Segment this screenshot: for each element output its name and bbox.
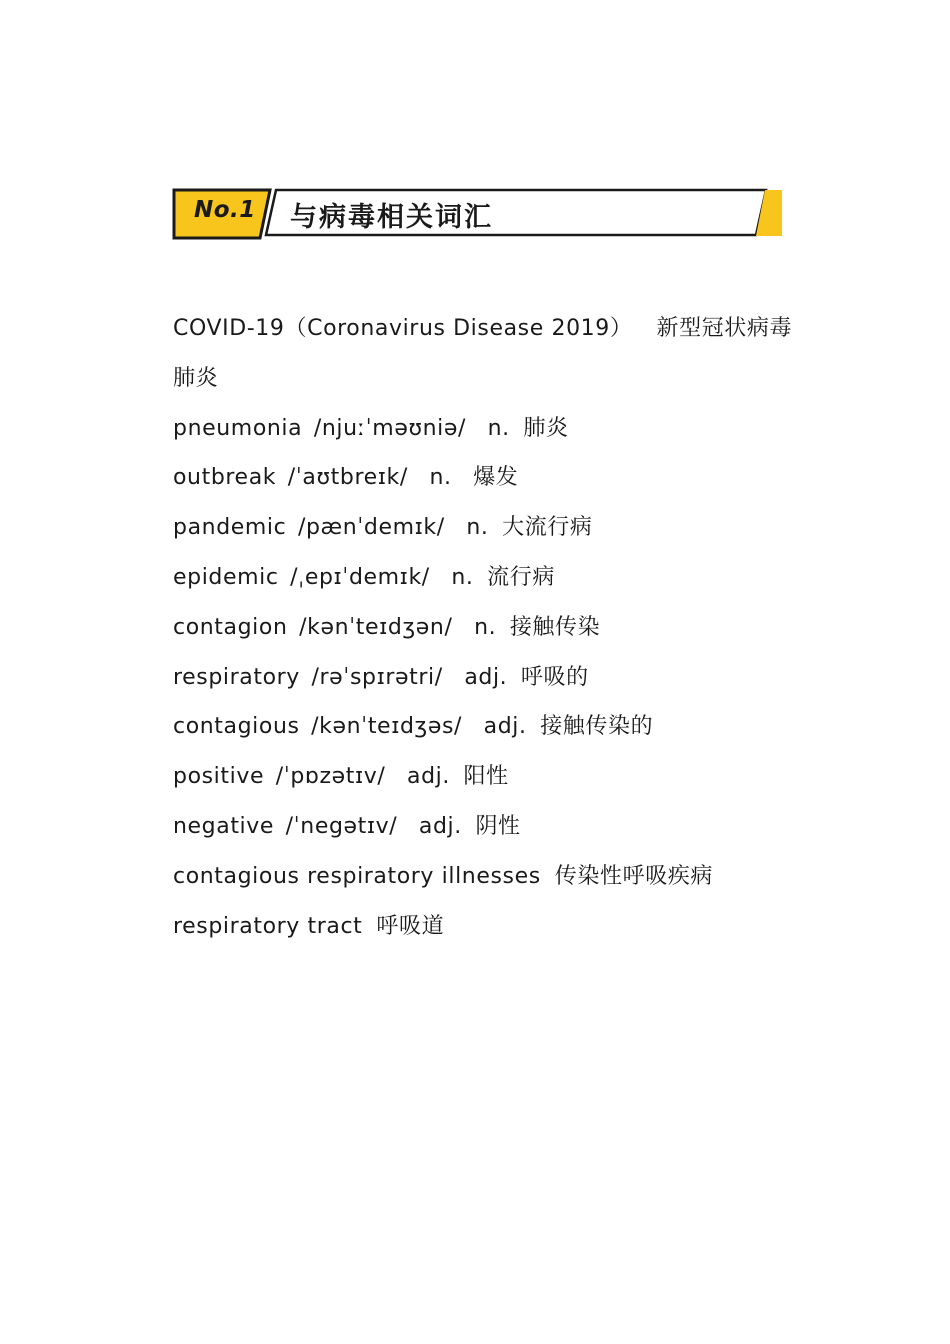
vocab-meaning: 爆发	[473, 465, 519, 491]
vocab-part-of-speech: n.	[451, 564, 474, 590]
vocab-term: pandemic	[173, 515, 287, 541]
vocab-part-of-speech: n.	[487, 415, 510, 441]
vocab-meaning: 接触传染的	[540, 714, 654, 740]
vocab-phonetic: /ˌepɪˈdemɪk/	[290, 564, 430, 590]
vocab-meaning: 流行病	[487, 564, 555, 590]
vocab-term: contagion	[173, 614, 288, 640]
vocab-term: contagious	[173, 714, 300, 740]
section-number: No.1	[194, 197, 256, 223]
vocab-term: respiratory	[173, 664, 300, 690]
vocab-phonetic: /rəˈspɪrətri/	[311, 664, 443, 690]
vocab-part-of-speech: adj.	[407, 764, 450, 790]
vocab-term: contagious respiratory illnesses	[173, 863, 541, 889]
vocab-phonetic: /ˈnegətɪv/	[285, 813, 398, 839]
vocab-phonetic: /kənˈteɪdʒəs/	[311, 714, 463, 740]
vocab-meaning: 接触传染	[509, 614, 601, 640]
vocab-part-of-speech: adj.	[418, 813, 462, 839]
vocab-phonetic: /ˈpɒzətɪv/	[275, 764, 386, 790]
vocab-phonetic: /ˈaʊtbreɪk/	[287, 465, 408, 491]
vocab-part-of-speech: n.	[429, 465, 452, 491]
section-title: 与病毒相关词汇	[290, 202, 493, 233]
vocab-meaning: 肺炎	[523, 415, 569, 441]
vocab-term: COVID-19（Coronavirus Disease 2019）	[173, 316, 633, 341]
vocab-meaning: 阴性	[475, 813, 521, 839]
vocab-entry	[173, 653, 793, 703]
vocab-term: negative	[173, 813, 275, 839]
vocab-entry	[173, 453, 793, 503]
vocab-entry	[173, 404, 793, 454]
vocab-phonetic: /njuːˈməʊniə/	[313, 415, 467, 441]
vocab-meaning: 阳性	[463, 764, 509, 790]
vocab-entry	[173, 752, 793, 802]
vocab-entry	[173, 603, 793, 653]
vocab-entry	[173, 852, 793, 902]
vocab-entry	[173, 503, 793, 553]
vocabulary-list	[173, 304, 793, 951]
vocab-entry	[173, 304, 793, 404]
vocab-part-of-speech: adj.	[464, 664, 508, 690]
vocab-part-of-speech: n.	[466, 515, 489, 541]
vocab-meaning: 呼吸的	[520, 664, 589, 690]
vocab-part-of-speech: adj.	[483, 714, 527, 740]
vocab-term: outbreak	[173, 465, 277, 491]
vocab-term: positive	[173, 764, 265, 790]
vocab-entry	[173, 902, 793, 952]
vocab-meaning: 传染性呼吸疾病	[554, 863, 713, 889]
vocab-term: pneumonia	[173, 415, 303, 441]
vocab-phonetic: /pænˈdemɪk/	[297, 515, 445, 541]
vocab-entry	[173, 553, 793, 603]
vocab-entry	[173, 802, 793, 852]
vocab-meaning: 大流行病	[502, 515, 593, 541]
vocab-entry	[173, 702, 793, 752]
section-banner	[172, 188, 784, 240]
vocab-term: epidemic	[173, 564, 279, 590]
vocab-term: respiratory tract	[173, 913, 363, 939]
vocab-meaning: 呼吸道	[376, 913, 445, 939]
vocab-meaning: 新型冠状病毒肺炎	[173, 316, 793, 391]
vocab-phonetic: /kənˈteɪdʒən/	[299, 614, 453, 640]
vocab-part-of-speech: n.	[474, 614, 497, 640]
